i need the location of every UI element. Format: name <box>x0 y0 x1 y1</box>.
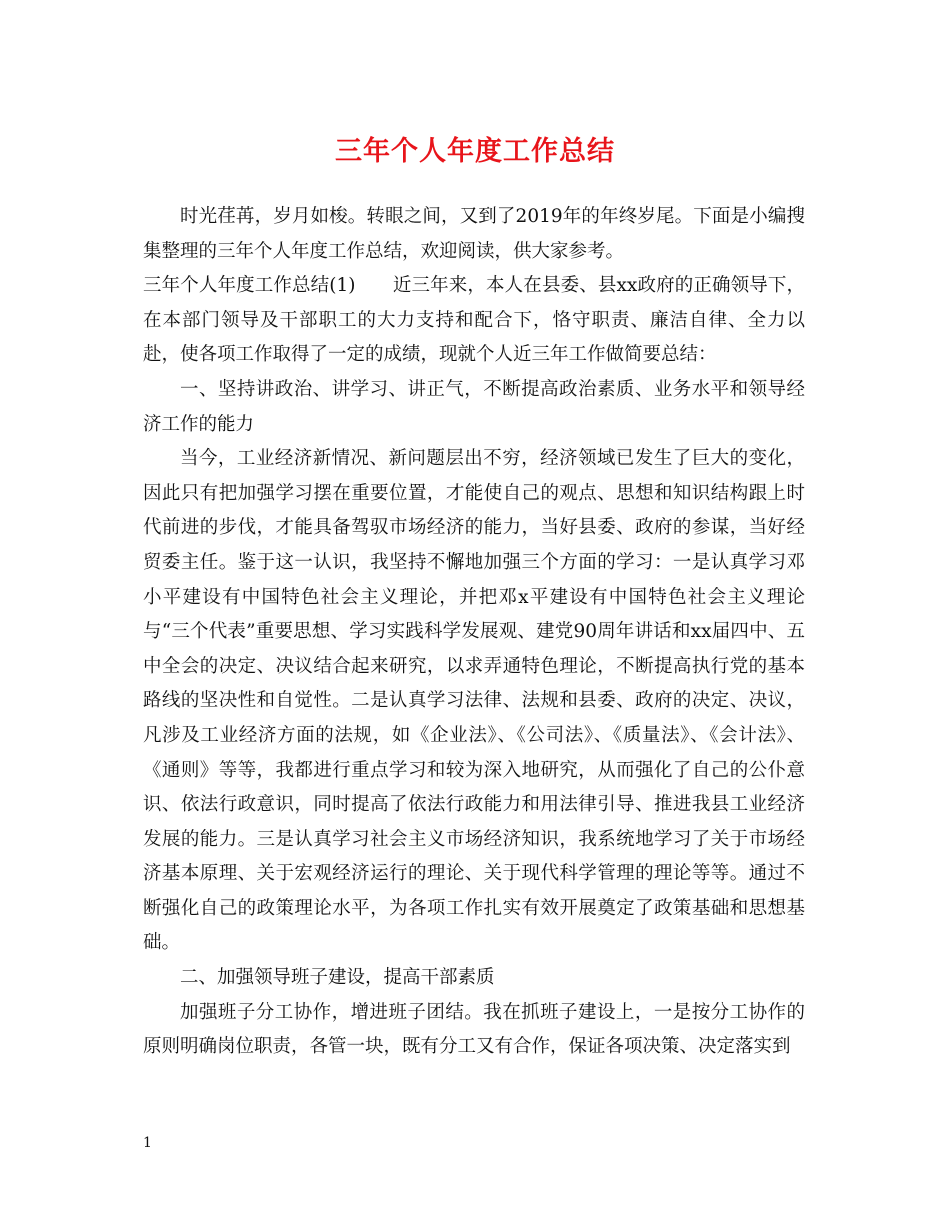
page-number: 1 <box>143 1135 152 1151</box>
document-title: 三年个人年度工作总结 <box>335 136 615 167</box>
document-body <box>143 200 805 1065</box>
paragraph-intro: 时光荏苒，岁月如梭。转眼之间，又到了2019年的年终岁尾。下面是小编搜集整理的三年个人年度工作总结，欢迎阅读，供大家参考。 <box>143 206 805 262</box>
paragraph-team: 加强班子分工协作，增进班子团结。我在抓班子建设上，一是按分工协作的原则明确岗位职责，各管一块，既有分工又有合作，保证各项决策、决定落实到 <box>143 1001 805 1058</box>
paragraph-section-heading-intro: 三年个人年度工作总结(1) 近三年来，本人在县委、县xx政府的正确领导下，在本部门领导及干部职工的大力支持和配合下，恪守职责、廉洁自律、全力以赴，使各项工作取得了一定的成绩，现就个人近三年工作做简要总结： <box>143 275 805 366</box>
paragraph-study: 当今，工业经济新情况、新问题层出不穷，经济领域已发生了巨大的变化，因此只有把加强学习摆在重要位置，才能使自己的观点、思想和知识结构跟上时代前进的步伐，才能具备驾驭市场经济的能力，当好县委、政府的参谋，当好经贸委主任。鉴于这一认识，我坚持不懈地加强三个方面的学习：一是认真学习邓小平建设有中国特色社会主义理论，并把邓x平建设有中国特色社会主义理论与“三个代表”重要思想、学习实践科学发展观、建党90周年讲话和xx届四中、五中全会的决定、决议结合起来研究，以求弄通特色理论，不断提高执行党的基本路线的坚决性和自觉性。二是认真学习法律、法规和县委、政府的决定、决议，凡涉及工业经济方面的法规，如《企业法》、《公司法》、《质量法》、《会计法》、《通则》等等，我都进行重点学习和较为深入地研究，从而强化了自己的公仆意识、依法行政意识，同时提高了依法行政能力和用法律引导、推进我县工业经济发展的能力。三是认真学习社会主义市场经济知识，我系统地学习了关于市场经济基本原理、关于宏观经济运行的理论、关于现代科学管理的理论等等。通过不断强化自己的政策理论水平，为各项工作扎实有效开展奠定了政策基础和思想基础。 <box>143 448 805 954</box>
paragraph-heading-one: 一、坚持讲政治、讲学习、讲正气，不断提高政治素质、业务水平和领导经济工作的能力 <box>143 378 805 435</box>
paragraph-heading-two: 二、加强领导班子建设，提高干部素质 <box>180 967 495 989</box>
